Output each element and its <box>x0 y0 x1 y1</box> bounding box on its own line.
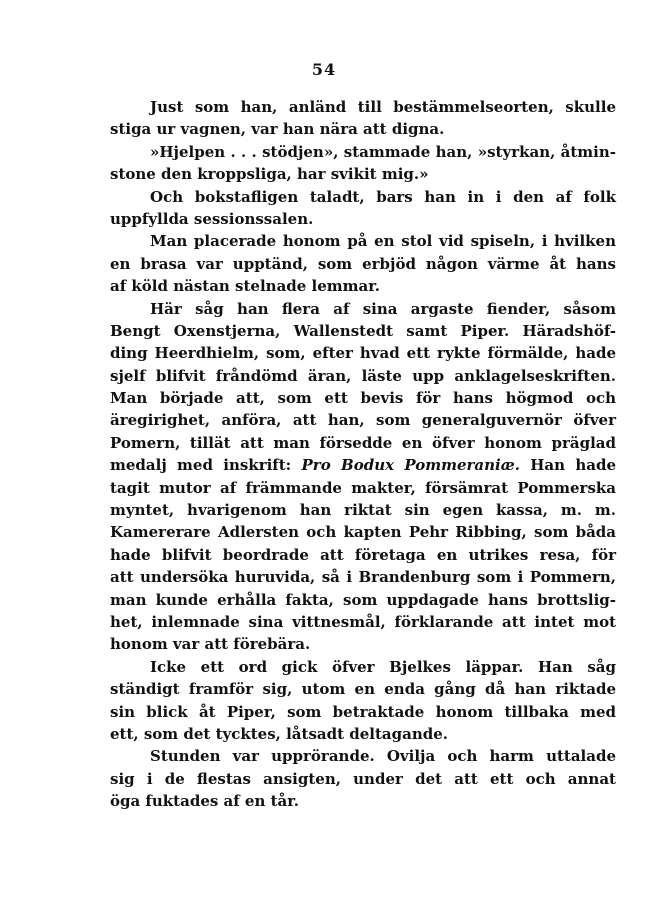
text-line: Icke ett ord gick öfver Bjelkes läppar. Han såg <box>150 657 616 676</box>
text-line: myntet, hvarigenom han riktat sin egen kassa, m. m. <box>110 501 616 520</box>
text-segment: medalj med inskrift: <box>110 456 302 475</box>
text-line: äregirighet, anföra, att han, som generalguvernör öfver <box>110 411 616 430</box>
text-line: honom var att förebära. <box>110 635 311 654</box>
text-line: het, inlemnade sina vittnesmål, förklarande att intet mot <box>110 612 616 631</box>
text-line: stone den kroppsliga, har svikit mig.» <box>110 165 429 184</box>
text-line: ett, som det tycktes, låtsadt deltagande. <box>110 724 448 743</box>
text-line: sin blick åt Piper, som betraktade honom tillbaka med <box>110 702 616 721</box>
text-line: att undersöka huruvida, så i Brandenburg som i Pommern, <box>110 568 616 587</box>
page-number: 54 <box>311 60 337 79</box>
text-line: Man började att, som ett bevis för hans högmod och <box>110 389 616 408</box>
text-line: »Hjelpen . . . stödjen», stammade han, »styrkan, åtmin- <box>150 142 616 161</box>
text-line: Pomern, tillät att man försedde en öfver honom präglad <box>110 433 616 452</box>
text-line: sjelf blifvit fråndömd äran, läste upp anklagelseskriften. <box>110 366 616 385</box>
text-line: Stunden var upprörande. Ovilja och harm uttalade <box>150 747 616 766</box>
text-line: uppfyllda sessionssalen. <box>110 209 314 228</box>
text-line: ding Heerdhielm, som, efter hvad ett rykte förmälde, hade <box>110 344 616 363</box>
text-line: man kunde erhålla fakta, som uppdagade hans brottslig- <box>110 590 616 609</box>
text-line: en brasa var upptänd, som erbjöd någon värme åt hans <box>110 254 616 273</box>
text-line: af köld nästan stelnade lemmar. <box>110 277 380 296</box>
text-segment: Han hade <box>519 456 616 475</box>
text-line: Här såg han flera af sina argaste fiender, såsom <box>150 299 616 318</box>
text-line <box>110 454 616 476</box>
text-line: tagit mutor af främmande makter, försämrat Pommerska <box>110 478 616 497</box>
text-line: sig i de flestas ansigten, under det att ett och annat <box>110 769 616 788</box>
text-line: Kamererare Adlersten och kapten Pehr Ribbing, som båda <box>110 523 616 542</box>
body-text <box>110 96 616 813</box>
text-line: Bengt Oxenstjerna, Wallenstedt samt Piper. Häradshöf- <box>110 321 616 340</box>
italic-inscription: Pro Bodux Pommeraniæ. <box>301 456 520 475</box>
text-line: Just som han, anländ till bestämmelseorten, skulle <box>150 98 616 116</box>
text-line: stiga ur vagnen, var han nära att digna. <box>110 120 445 139</box>
text-line: hade blifvit beordrade att företaga en utrikes resa, för <box>110 545 616 564</box>
text-line: Man placerade honom på en stol vid spiseln, i hvilken <box>150 232 616 251</box>
text-line: Och bokstafligen taladt, bars han in i den af folk <box>150 187 616 206</box>
text-line: öga fuktades af en tår. <box>110 792 299 811</box>
text-line: ständigt framför sig, utom en enda gång då han riktade <box>110 680 616 699</box>
